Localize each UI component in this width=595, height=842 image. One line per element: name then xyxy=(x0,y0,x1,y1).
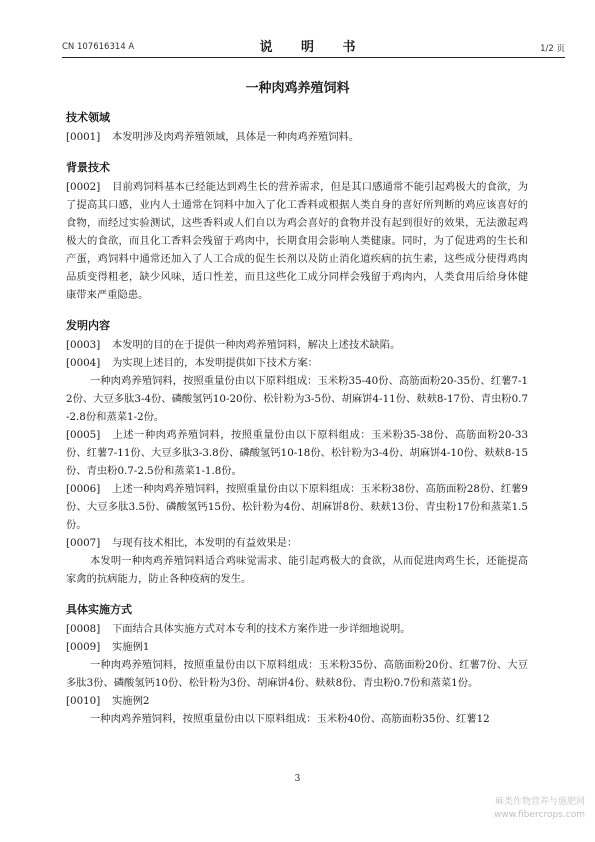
paragraph-0007-continuation: 本发明一种肉鸡养殖饲料适合鸡味觉需求、能引起鸡极大的食欲，从而促进肉鸡生长，还能提高家禽的抗病能力，防止各种疫病的发生。 xyxy=(66,555,528,585)
paragraph-text: 实施例1 xyxy=(112,641,150,653)
paragraph-number: [0008] xyxy=(66,623,101,635)
paragraph-text: 下面结合具体实施方式对本专利的技术方案作进一步详细地说明。 xyxy=(112,623,411,635)
paragraph-text: 上述一种肉鸡养殖饲料，按照重量份由以下原料组成：玉米粉35-38份、高筋面粉20-33份、红薯7-11份、大豆多肽3-3.8份、磷酸氢钙10-18份、松针粉为3-4份、胡麻饼4-10份、麸麸8-15份、青虫粉0.7-2.5份和蒸菜1-1.8份。 xyxy=(66,429,528,477)
paragraph-0009 xyxy=(66,638,528,656)
page-count: 1/2 页 xyxy=(540,44,565,54)
paragraph-0002 xyxy=(66,178,528,304)
watermark-url: www.fibercrops.com xyxy=(494,810,585,820)
section-heading-tech-field: 技术领域 xyxy=(66,111,110,124)
paragraph-text: 实施例2 xyxy=(112,695,150,707)
paragraph-0004-continuation: 一种肉鸡养殖饲料，按照重量份由以下原料组成：玉米粉35-40份、高筋面粉20-35份、红薯7-12份、大豆多肽3-4份、磷酸氢钙10-20份、松针粉为3-5份、胡麻饼4-11份、麸麸8-17份、青虫粉0.7-2.8份和蒸菜1-2份。 xyxy=(66,375,528,423)
paragraph-text: 本发明的目的在于提供一种肉鸡养殖饲料，解决上述技术缺陷。 xyxy=(112,339,401,351)
section-heading-invention: 发明内容 xyxy=(66,319,110,332)
paragraph-text: 上述一种肉鸡养殖饲料，按照重量份由以下原料组成：玉米粉38份、高筋面粉28份、红薯9份、大豆多肽3.5份、磷酸氢钙15份、松针粉为4份、胡麻饼8份、麸麸13份、青虫粉17份和蒸菜1.5份。 xyxy=(66,483,528,531)
paragraph-0010 xyxy=(66,692,528,710)
paragraph-number: [0007] xyxy=(66,537,101,549)
paragraph-number: [0004] xyxy=(66,357,101,369)
document-title: 一种肉鸡养殖饲料 xyxy=(245,81,350,96)
paragraph-number: [0005] xyxy=(66,429,101,441)
paragraph-number: [0006] xyxy=(66,483,101,495)
paragraph-text: 为实现上述目的，本发明提供如下技术方案： xyxy=(112,357,318,369)
paragraph-0004 xyxy=(66,354,528,372)
paragraph-0006 xyxy=(66,480,528,534)
paragraph-0005 xyxy=(66,426,528,480)
paragraph-number: [0001] xyxy=(66,131,101,143)
paragraph-0001 xyxy=(66,128,528,146)
paragraph-text: 目前鸡饲料基本已经能达到鸡生长的营养需求，但是其口感通常不能引起鸡极大的食欲，为了提高其口感，业内人士通常在饲料中加入了化工香料或根据人类自身的喜好所判断的鸡应该喜好的食物，而经过实验测试，这些香料或人们自以为鸡会喜好的食物并没有起到很好的效果，无法激起鸡极大的食欲，而且化工香料会残留于鸡肉中，长期食用会影响人类健康。同时，为了促进鸡的生长和产蛋，鸡饲料中通常还加入了人工合成的促生长剂以及防止消化道疾病的抗生素，这些成分使得鸡肉品质变得粗老，缺少风味，适口性差，而且这些化工成分同样会残留于鸡肉内，人类食用后给身体健康带来严重隐患。 xyxy=(66,181,528,301)
publication-number: CN 107616314 A xyxy=(62,42,135,52)
paragraph-number: [0002] xyxy=(66,181,101,193)
paragraph-0007 xyxy=(66,534,528,552)
paragraph-number: [0010] xyxy=(66,695,101,707)
watermark-site-name: 麻类作物营养与施肥网 xyxy=(494,797,585,807)
paragraph-number: [0009] xyxy=(66,641,101,653)
paragraph-number: [0003] xyxy=(66,339,101,351)
paragraph-text: 本发明涉及肉鸡养殖领域，具体是一种肉鸡养殖饲料。 xyxy=(112,131,360,143)
paragraph-0010-continuation: 一种肉鸡养殖饲料，按照重量份由以下原料组成：玉米粉40份、高筋面粉35份、红薯12 xyxy=(90,713,490,725)
paragraph-0009-continuation: 一种肉鸡养殖饲料，按照重量份由以下原料组成：玉米粉35份、高筋面粉20份、红薯7份、大豆多肽3份、磷酸氢钙10份、松针粉为3份、胡麻饼4份、麸麸8份、青虫粉0.7份和蒸菜1份。 xyxy=(66,659,528,689)
page-header xyxy=(62,36,565,56)
section-heading-embodiment: 具体实施方式 xyxy=(66,603,132,616)
section-heading-background: 背景技术 xyxy=(66,161,110,174)
document-type-heading: 说 明 书 xyxy=(259,40,368,55)
watermark xyxy=(494,796,585,822)
paragraph-0003 xyxy=(66,336,528,354)
header-rule xyxy=(62,57,565,58)
paragraph-text: 与现有技术相比，本发明的有益效果是： xyxy=(112,537,298,549)
paragraph-0008 xyxy=(66,620,528,638)
document-body xyxy=(66,108,528,728)
page-number: 3 xyxy=(294,774,301,784)
